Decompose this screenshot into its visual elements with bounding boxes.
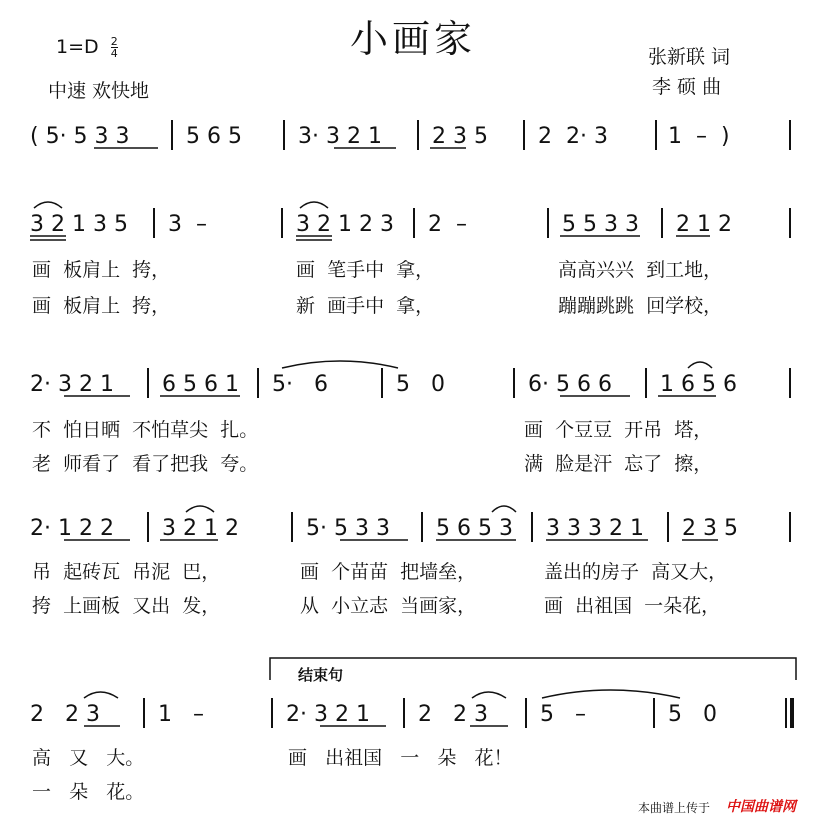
- measure: 5 6 5: [186, 124, 242, 149]
- lyric-line: 画 个苗苗 把墙垒，: [300, 561, 477, 583]
- measure: 2· 1 2 2: [30, 516, 114, 541]
- lyric-line: 画 个豆豆 开吊 塔，: [524, 419, 713, 441]
- measure: 1 6 5 6: [660, 372, 737, 397]
- measure: 5 6 5 3: [436, 516, 513, 541]
- lyric-line: 蹦蹦跳跳 回学校，: [558, 295, 723, 317]
- measure: 5· 5 3 3: [306, 516, 390, 541]
- slur: [542, 690, 680, 698]
- measure: 2 –: [428, 212, 467, 237]
- measure: 3 2 1 2 3: [296, 212, 394, 237]
- measure: 3 3 3 2 1: [546, 516, 644, 541]
- slur: [472, 692, 506, 698]
- lyric-line: 从 小立志 当画家，: [300, 595, 477, 617]
- lyric-line: 画 出祖国 一 朵 花！: [288, 747, 513, 769]
- ending-label: 结束句: [298, 666, 344, 684]
- slur: [186, 506, 214, 512]
- measure: 2 3 5: [682, 516, 738, 541]
- slur: [688, 362, 712, 368]
- slur: [282, 361, 398, 368]
- slur: [300, 202, 328, 208]
- ending-bracket: [270, 658, 796, 680]
- measure: 3 2 1 3 5: [30, 212, 128, 237]
- measure: 2 1 2: [676, 212, 732, 237]
- measure: 5 0: [396, 372, 445, 397]
- lyric-line: 一 朵 花。: [32, 781, 145, 803]
- measure: 2 2 3: [30, 702, 100, 727]
- measure: 6· 5 6 6: [528, 372, 612, 397]
- lyric-line: 挎 上画板 又出 发，: [32, 595, 221, 617]
- lyric-line: 高高兴兴 到工地，: [558, 259, 723, 281]
- measure: 6 5 6 1: [162, 372, 239, 397]
- measure: 3 2 1 2: [162, 516, 239, 541]
- lyricist: 张新联 词: [648, 46, 731, 68]
- lyric-line: 画 板肩上 挎，: [32, 295, 171, 317]
- measure: 2 2· 3: [538, 124, 608, 149]
- measure: 2· 3 2 1: [286, 702, 370, 727]
- slur: [84, 692, 118, 698]
- lyric-line: 盖出的房子 高又大，: [544, 561, 728, 583]
- measure: 2 3 5: [432, 124, 488, 149]
- measure: 5 5 3 3: [562, 212, 639, 237]
- slur: [492, 506, 516, 512]
- measure: 2· 3 2 1: [30, 372, 114, 397]
- lyric-line: 老 师看了 看了把我 夸。: [32, 453, 259, 475]
- slur: [34, 202, 62, 208]
- measure: 1 – ): [668, 124, 730, 149]
- lyric-line: 满 脸是汗 忘了 擦，: [524, 453, 713, 475]
- composer: 李 硕 曲: [652, 76, 722, 98]
- measure: 5· 6: [272, 372, 328, 397]
- key-signature: $1=D \frac{2}{4}$: [56, 35, 118, 60]
- lyric-line: 吊 起砖瓦 吊泥 巴，: [32, 561, 221, 583]
- measure: 2 2 3: [418, 702, 488, 727]
- measure: 3· 3 2 1: [298, 124, 382, 149]
- lyric-line: 画 出祖国 一朵花，: [544, 595, 721, 617]
- lyric-line: 画 笔手中 拿，: [296, 259, 435, 281]
- upload-note: 本曲谱上传于: [638, 801, 711, 815]
- lyric-line: 不 怕日晒 不怕草尖 扎。: [32, 419, 259, 441]
- tempo-marking: 中速 欢快地: [48, 80, 150, 102]
- lyric-line: 画 板肩上 挎，: [32, 259, 171, 281]
- measure: 5 –: [540, 702, 586, 727]
- measure: 3 –: [168, 212, 207, 237]
- page-title: 小画家: [349, 17, 476, 61]
- measure: ( 5· 5 3 3: [30, 124, 130, 149]
- measure: 1 –: [158, 702, 204, 727]
- measure: 5 0: [668, 702, 717, 727]
- lyric-line: 新 画手中 拿，: [296, 295, 435, 317]
- site-logo: 中国曲谱网: [726, 799, 796, 815]
- time-signature: $\frac{2}{4}$: [110, 35, 118, 60]
- lyric-line: 高 又 大。: [32, 747, 145, 769]
